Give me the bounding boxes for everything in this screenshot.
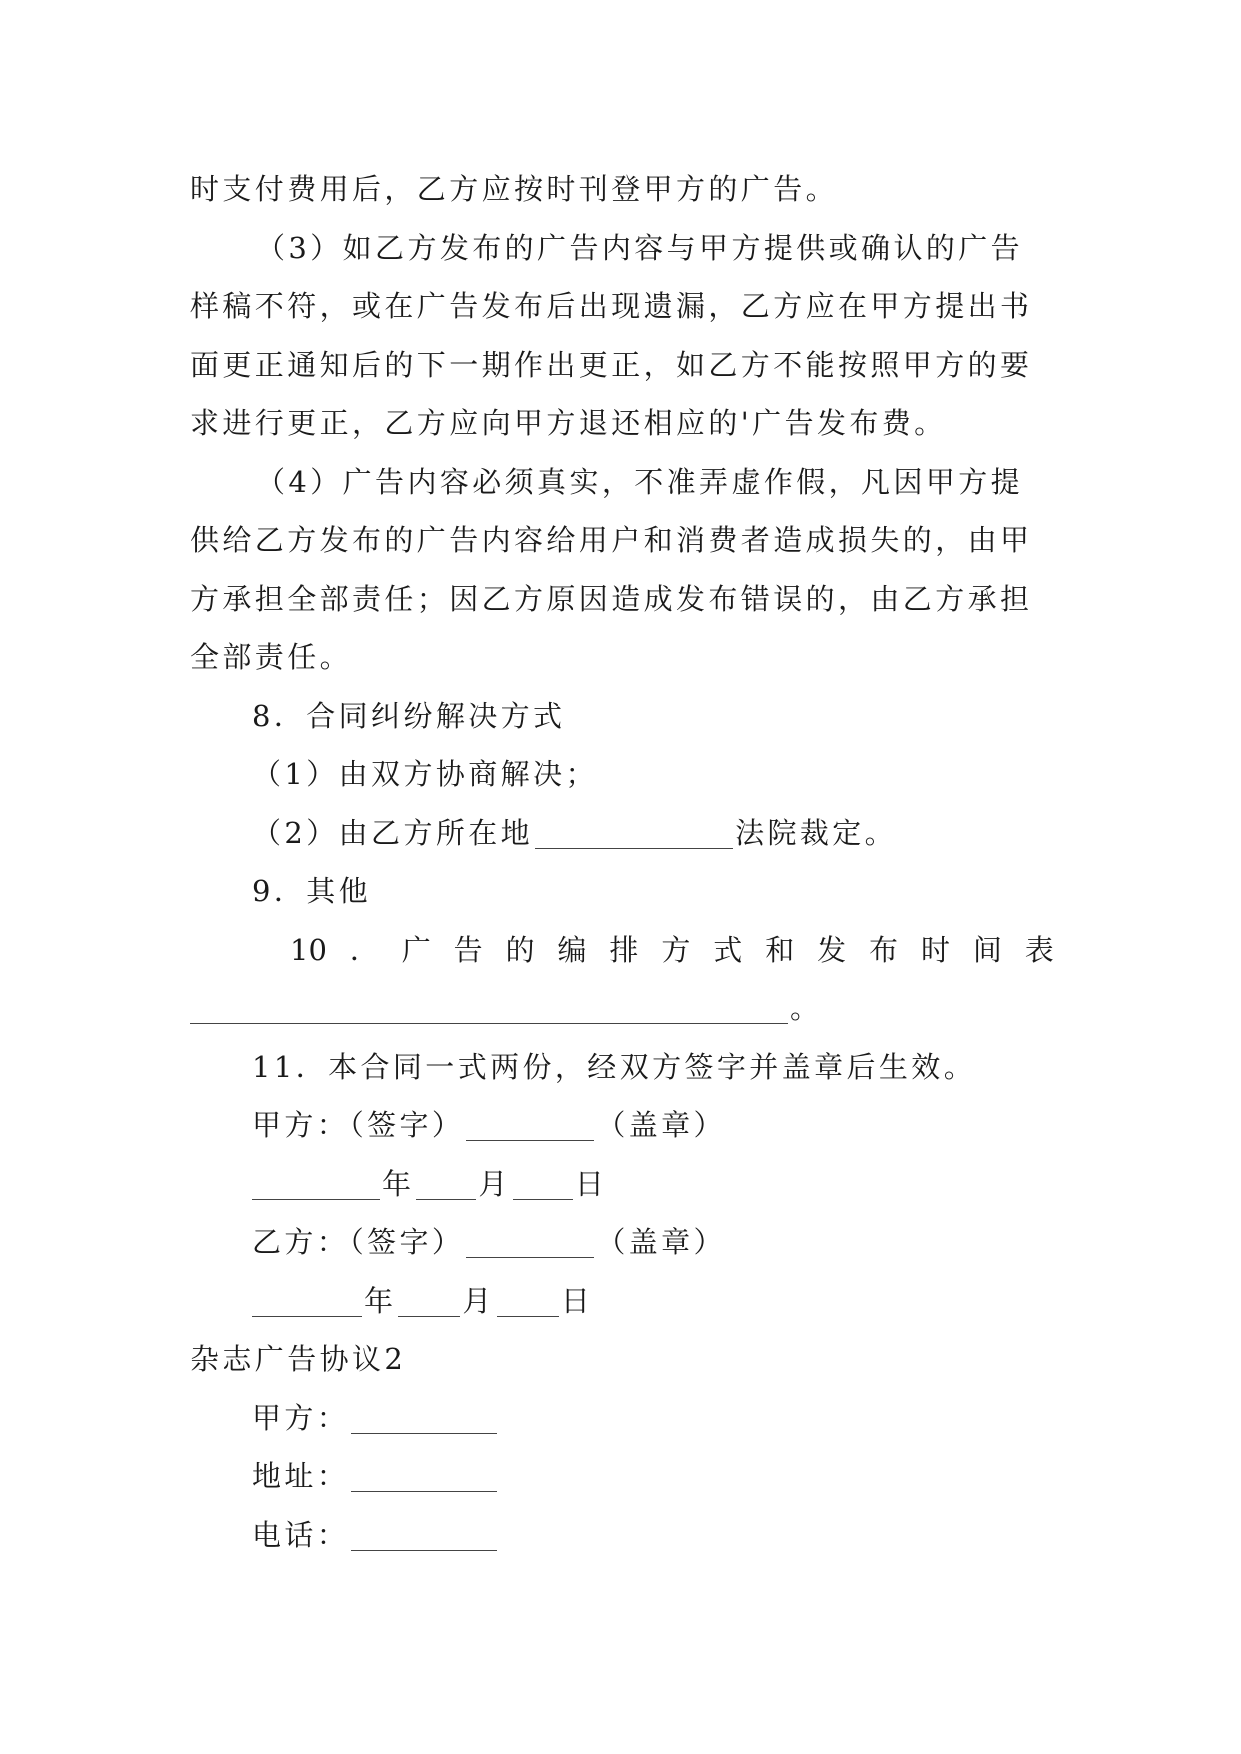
field-blank: [351, 1432, 497, 1434]
paragraph-line: 面更正通知后的下一期作出更正，如乙方不能按照甲方的要: [190, 347, 1033, 382]
heading-char: 式: [713, 932, 743, 967]
day-label: 日: [574, 1166, 608, 1201]
heading-char: 布: [869, 932, 899, 967]
field-label: 甲方：: [252, 1400, 350, 1435]
list-item: （1）由双方协商解决；: [252, 757, 598, 791]
list-item: [190, 804, 1054, 863]
day-label: 日: [560, 1283, 594, 1318]
court-suffix: 法院裁定。: [735, 815, 898, 850]
document-body: [190, 160, 1054, 1564]
seal-label: （盖章）: [596, 1225, 726, 1259]
party-a-sign-blank: [466, 1139, 594, 1141]
field-label: 地址：: [252, 1459, 350, 1493]
section-heading: 11．本合同一式两份，经双方签字并盖章后生效。: [252, 1049, 977, 1084]
heading-char: 的: [505, 932, 535, 967]
month-label: 月: [478, 1166, 511, 1201]
month-blank: [398, 1315, 460, 1317]
field-party-a: [190, 1389, 1054, 1448]
heading-char: 间: [972, 932, 1002, 967]
heading-char: 方: [661, 932, 691, 967]
field-phone: [190, 1506, 1054, 1565]
section-heading: 8．合同纠纷解决方式: [252, 698, 566, 733]
schedule-blank: [190, 1022, 788, 1024]
paragraph-line: 供给乙方发布的广告内容给用户和消费者造成损失的，由甲: [190, 523, 1033, 557]
day-blank: [513, 1198, 573, 1200]
period: 。: [790, 991, 823, 1025]
heading-char: 时: [920, 932, 950, 967]
signature-line-party-b: [190, 1213, 1054, 1272]
paragraph-line: （3）如乙方发布的广告内容与甲方提供或确认的广告: [256, 230, 1024, 265]
field-blank: [351, 1490, 497, 1492]
paragraph-line: 全部责任。: [190, 640, 353, 674]
schedule-blank-line: [190, 979, 1054, 1038]
year-blank: [252, 1315, 362, 1317]
date-line-party-b: [190, 1272, 1054, 1331]
field-address: [190, 1447, 1054, 1506]
document-title: 杂志广告协议2: [190, 1342, 407, 1376]
year-blank: [252, 1198, 380, 1200]
month-blank: [416, 1198, 476, 1200]
heading-char: ．: [349, 932, 379, 967]
party-b-label: 乙方：（签字）: [252, 1225, 465, 1259]
heading-char: 和: [765, 932, 795, 967]
heading-char: 编: [557, 932, 587, 967]
paragraph-line: 样稿不符，或在广告发布后出现遗漏，乙方应在甲方提出书: [190, 289, 1033, 323]
paragraph-line: 时支付费用后，乙方应按时刊登甲方的广告。: [190, 172, 839, 206]
date-line-party-a: [190, 1155, 1054, 1214]
seal-label: （盖章）: [596, 1108, 726, 1142]
field-blank: [351, 1549, 497, 1551]
field-label: 电话：: [252, 1517, 350, 1552]
signature-line-party-a: [190, 1096, 1054, 1155]
heading-char: 告: [453, 932, 483, 967]
paragraph-line: 方承担全部责任；因乙方原因造成发布错误的，由乙方承担: [190, 581, 1033, 616]
paragraph-line: （4）广告内容必须真实，不准弄虚作假，凡因甲方提: [256, 464, 1024, 499]
court-prefix: （2）由乙方所在地: [252, 815, 534, 850]
heading-char: 10: [290, 932, 327, 967]
section-heading-justified: [190, 921, 1054, 980]
paragraph-line: 求进行更正，乙方应向甲方退还相应的'广告发布费。: [190, 406, 947, 440]
heading-char: 广: [401, 932, 431, 967]
year-label: 年: [364, 1283, 397, 1318]
heading-char: 发: [817, 932, 847, 967]
heading-char: 表: [1024, 932, 1054, 967]
heading-char: 排: [609, 932, 639, 967]
party-a-label: 甲方：（签字）: [252, 1108, 465, 1142]
party-b-sign-blank: [466, 1256, 594, 1258]
day-blank: [497, 1315, 559, 1317]
year-label: 年: [382, 1166, 415, 1201]
section-heading: 9．其他: [252, 874, 372, 908]
month-label: 月: [462, 1283, 495, 1318]
court-blank: [535, 847, 733, 849]
